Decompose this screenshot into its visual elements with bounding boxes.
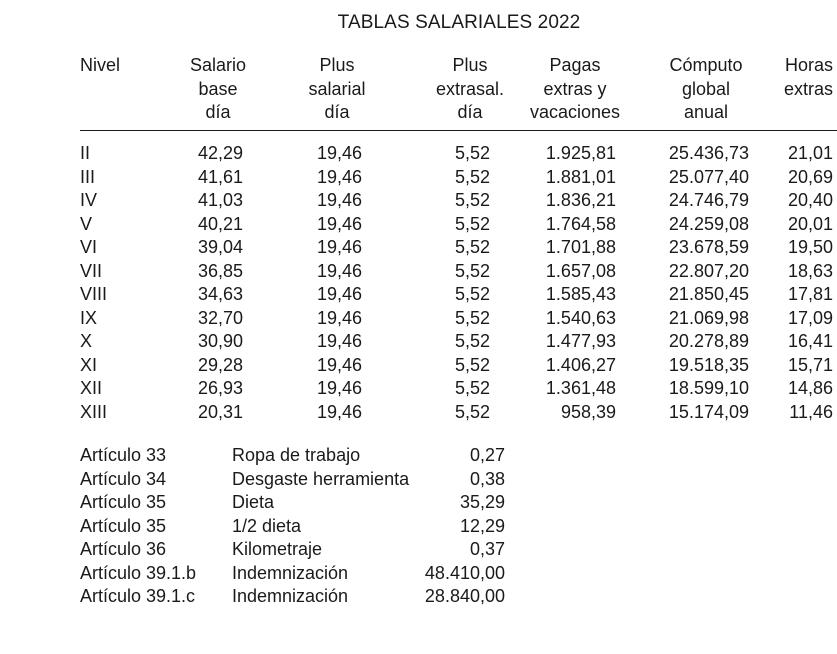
cell-nivel: XII xyxy=(80,378,103,398)
table-row xyxy=(0,401,837,425)
cell-computo-global: 20.278,89 xyxy=(668,331,749,351)
cell-salario-base: 40,21 xyxy=(197,213,243,234)
article-row xyxy=(0,585,837,609)
table-row xyxy=(0,213,837,237)
cell-horas-extras: 16,41 xyxy=(787,331,833,351)
table-header xyxy=(0,54,837,126)
cell-computo-global: 22.807,20 xyxy=(668,260,749,281)
article-amount: 28.840,00 xyxy=(424,586,505,606)
cell-salario-base: 26,93 xyxy=(197,378,243,398)
cell-computo-global: 21.850,45 xyxy=(668,284,749,304)
cell-horas-extras: 20,01 xyxy=(787,213,833,234)
article-row xyxy=(0,515,837,539)
header-line: base xyxy=(198,78,238,99)
cell-salario-base: 41,03 xyxy=(197,190,243,210)
header-line: Pagas xyxy=(549,55,601,75)
article-amount: 35,29 xyxy=(459,492,505,512)
article-concept: Indemnización xyxy=(232,562,349,583)
cell-plus-salarial: 19,46 xyxy=(316,354,362,375)
cell-pagas-extras: 1.764,58 xyxy=(545,213,616,234)
article-concept: Ropa de trabajo xyxy=(232,445,361,465)
cell-salario-base: 34,63 xyxy=(197,284,243,304)
article-amount: 0,27 xyxy=(469,445,505,465)
cell-plus-salarial: 19,46 xyxy=(316,237,362,257)
cell-pagas-extras: 1.477,93 xyxy=(545,331,616,351)
article-amount: 0,37 xyxy=(469,539,505,559)
cell-salario-base: 32,70 xyxy=(197,307,243,328)
cell-plus-salarial: 19,46 xyxy=(316,260,362,281)
salary-table-body xyxy=(0,142,837,424)
cell-computo-global: 15.174,09 xyxy=(668,401,749,422)
cell-horas-extras: 17,09 xyxy=(787,307,833,328)
header-line: Salario xyxy=(189,55,247,75)
cell-nivel: XI xyxy=(80,354,98,375)
header-plus-salarial xyxy=(287,54,387,125)
header-divider xyxy=(80,130,837,131)
cell-plus-extrasal: 5,52 xyxy=(454,284,490,304)
cell-plus-salarial: 19,46 xyxy=(316,378,362,398)
cell-computo-global: 24.746,79 xyxy=(668,190,749,210)
header-computo-global xyxy=(654,54,758,125)
article-row xyxy=(0,491,837,515)
header-line: Plus xyxy=(452,55,488,75)
cell-salario-base: 41,61 xyxy=(197,166,243,187)
header-line: Plus xyxy=(319,55,355,75)
cell-plus-extrasal: 5,52 xyxy=(454,401,490,422)
header-pagas-extras xyxy=(518,54,632,125)
cell-horas-extras: 19,50 xyxy=(787,237,833,257)
article-number: Artículo 36 xyxy=(80,539,167,559)
cell-plus-salarial: 19,46 xyxy=(316,284,362,304)
header-line: Horas xyxy=(784,55,833,75)
article-number: Artículo 35 xyxy=(80,492,167,512)
cell-plus-extrasal: 5,52 xyxy=(454,378,490,398)
article-amount: 12,29 xyxy=(459,515,505,536)
article-number: Artículo 35 xyxy=(80,515,167,536)
table-row xyxy=(0,330,837,354)
page-title: TABLAS SALARIALES 2022 xyxy=(337,12,581,33)
article-number: Artículo 39.1.c xyxy=(80,586,196,606)
article-concept: Desgaste herramienta xyxy=(232,468,410,489)
cell-plus-salarial: 19,46 xyxy=(316,190,362,210)
cell-nivel: X xyxy=(80,331,93,351)
cell-salario-base: 20,31 xyxy=(197,401,243,422)
cell-pagas-extras: 1.585,43 xyxy=(545,284,616,304)
cell-nivel: VIII xyxy=(80,284,108,304)
cell-salario-base: 39,04 xyxy=(197,237,243,257)
header-line: día xyxy=(324,102,350,122)
table-row xyxy=(0,142,837,166)
cell-nivel: VI xyxy=(80,237,98,257)
table-row xyxy=(0,189,837,213)
cell-plus-extrasal: 5,52 xyxy=(454,190,490,210)
table-row xyxy=(0,283,837,307)
article-amount: 48.410,00 xyxy=(424,562,505,583)
article-concept: Kilometraje xyxy=(232,539,323,559)
cell-computo-global: 24.259,08 xyxy=(668,213,749,234)
article-row xyxy=(0,444,837,468)
table-row xyxy=(0,260,837,284)
article-number: Artículo 33 xyxy=(80,445,167,465)
header-salario-base xyxy=(168,54,268,125)
article-row xyxy=(0,468,837,492)
cell-nivel: V xyxy=(80,213,93,234)
header-nivel xyxy=(80,54,120,78)
header-line: extrasal. xyxy=(435,78,505,99)
cell-pagas-extras: 1.701,88 xyxy=(545,237,616,257)
articles-list xyxy=(0,444,837,609)
header-line: día xyxy=(457,102,483,122)
cell-pagas-extras: 1.361,48 xyxy=(545,378,616,398)
header-line: anual xyxy=(683,102,729,122)
cell-horas-extras: 14,86 xyxy=(787,378,833,398)
article-amount: 0,38 xyxy=(469,468,505,489)
cell-plus-extrasal: 5,52 xyxy=(454,143,490,163)
cell-plus-extrasal: 5,52 xyxy=(454,237,490,257)
cell-horas-extras: 11,46 xyxy=(789,401,833,422)
article-row xyxy=(0,562,837,586)
cell-horas-extras: 20,69 xyxy=(787,166,833,187)
cell-plus-extrasal: 5,52 xyxy=(454,166,490,187)
cell-nivel: XIII xyxy=(80,401,108,422)
cell-horas-extras: 15,71 xyxy=(787,354,833,375)
cell-horas-extras: 20,40 xyxy=(787,190,833,210)
cell-plus-extrasal: 5,52 xyxy=(454,260,490,281)
article-concept: 1/2 dieta xyxy=(232,515,302,536)
article-row xyxy=(0,538,837,562)
cell-pagas-extras: 1.836,21 xyxy=(545,190,616,210)
cell-nivel: VII xyxy=(80,260,103,281)
header-line: extras xyxy=(783,78,833,99)
cell-computo-global: 25.436,73 xyxy=(668,143,749,163)
cell-horas-extras: 18,63 xyxy=(787,260,833,281)
cell-computo-global: 19.518,35 xyxy=(668,354,749,375)
article-concept: Dieta xyxy=(232,492,275,512)
cell-nivel: II xyxy=(80,143,91,163)
cell-computo-global: 18.599,10 xyxy=(668,378,749,398)
article-number: Artículo 39.1.b xyxy=(80,562,197,583)
cell-nivel: IV xyxy=(80,190,98,210)
cell-pagas-extras: 1.657,08 xyxy=(545,260,616,281)
cell-pagas-extras: 1.925,81 xyxy=(545,143,616,163)
table-row xyxy=(0,377,837,401)
cell-pagas-extras: 1.881,01 xyxy=(545,166,616,187)
header-line: extras y xyxy=(543,78,607,99)
cell-pagas-extras: 958,39 xyxy=(560,401,616,422)
table-row xyxy=(0,307,837,331)
cell-pagas-extras: 1.406,27 xyxy=(545,354,616,375)
table-row xyxy=(0,166,837,190)
cell-nivel: IX xyxy=(80,307,98,328)
table-row xyxy=(0,354,837,378)
header-horas-extras xyxy=(784,54,833,101)
header-plus-extrasal xyxy=(418,54,522,125)
cell-nivel: III xyxy=(80,166,96,187)
cell-plus-salarial: 19,46 xyxy=(316,307,362,328)
article-concept: Indemnización xyxy=(232,586,349,606)
cell-plus-salarial: 19,46 xyxy=(316,401,362,422)
cell-plus-extrasal: 5,52 xyxy=(454,213,490,234)
table-row xyxy=(0,236,837,260)
cell-salario-base: 36,85 xyxy=(197,260,243,281)
cell-horas-extras: 17,81 xyxy=(787,284,833,304)
cell-computo-global: 25.077,40 xyxy=(668,166,749,187)
cell-plus-salarial: 19,46 xyxy=(316,166,362,187)
header-line: Cómputo xyxy=(669,55,743,75)
cell-pagas-extras: 1.540,63 xyxy=(545,307,616,328)
cell-salario-base: 30,90 xyxy=(197,331,243,351)
cell-computo-global: 23.678,59 xyxy=(668,237,749,257)
cell-plus-extrasal: 5,52 xyxy=(454,354,490,375)
cell-computo-global: 21.069,98 xyxy=(668,307,749,328)
header-line: Nivel xyxy=(80,55,121,75)
cell-plus-salarial: 19,46 xyxy=(316,331,362,351)
cell-salario-base: 42,29 xyxy=(197,143,243,163)
header-line: salarial xyxy=(308,78,366,99)
article-number: Artículo 34 xyxy=(80,468,167,489)
cell-plus-salarial: 19,46 xyxy=(316,213,362,234)
cell-salario-base: 29,28 xyxy=(197,354,243,375)
cell-horas-extras: 21,01 xyxy=(787,143,833,163)
header-line: global xyxy=(681,78,731,99)
cell-plus-salarial: 19,46 xyxy=(316,143,362,163)
header-line: vacaciones xyxy=(529,102,621,122)
header-line: día xyxy=(205,102,231,122)
cell-plus-extrasal: 5,52 xyxy=(454,307,490,328)
cell-plus-extrasal: 5,52 xyxy=(454,331,490,351)
